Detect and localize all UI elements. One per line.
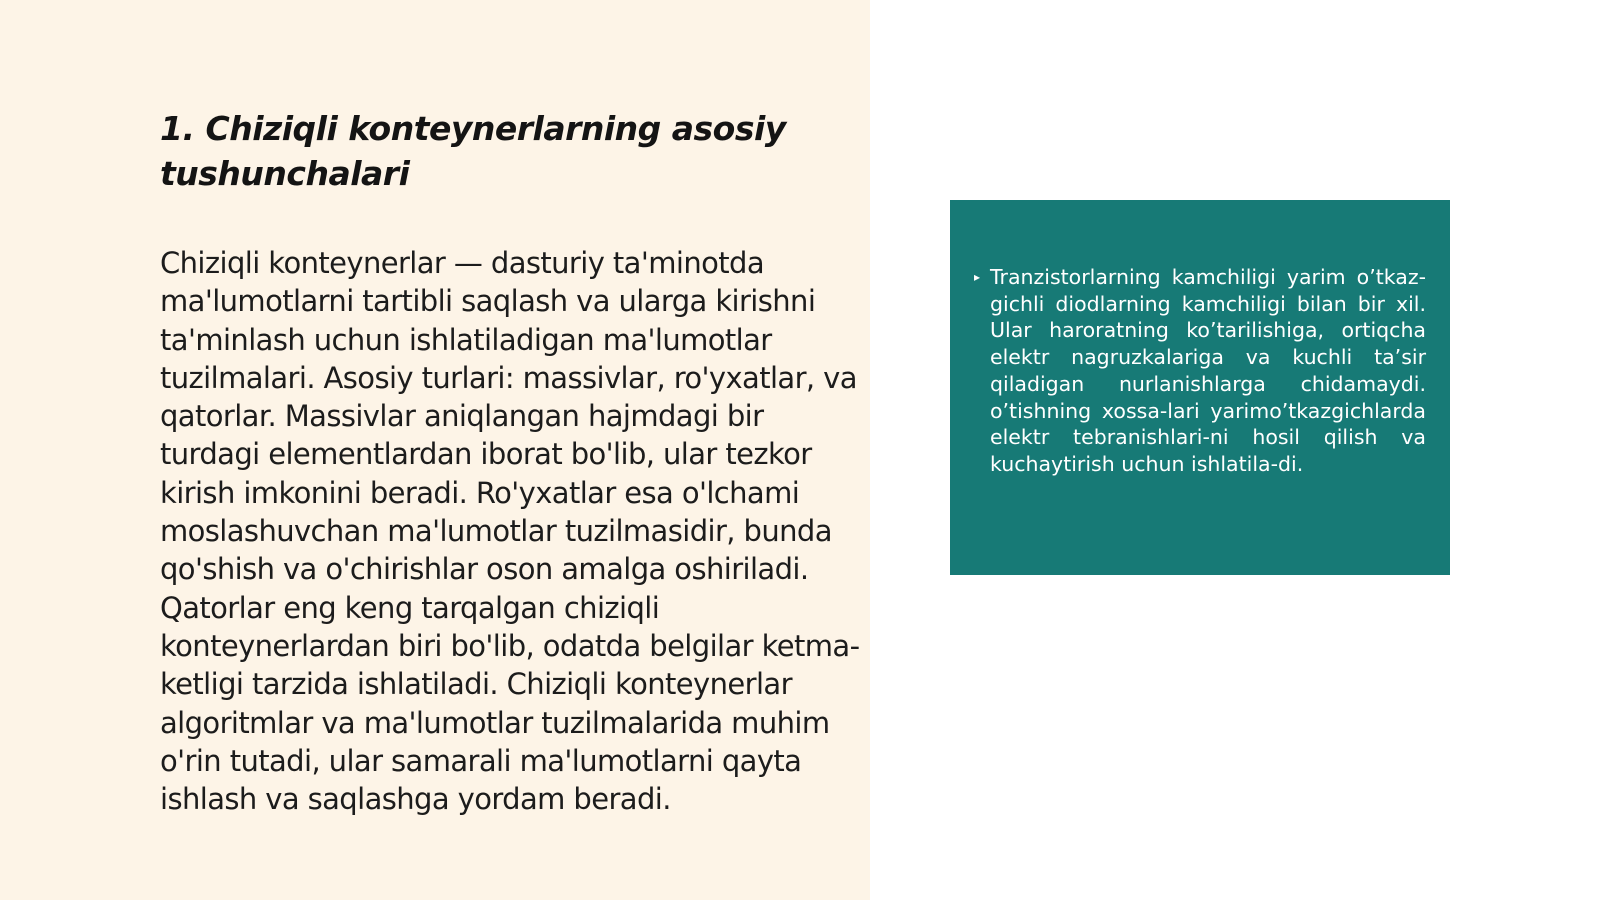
bullet-item	[974, 264, 1426, 478]
bullet-text: Tranzistorlarning kamchiligi yarim o’tkaz-gichli diodlarning kamchiligi bilan bir xil. Ular haroratning ko’tarilishiga, ortiqcha elektr nagruzkalariga va kuchli ta’sir qiladigan nurlanishlarga chidamaydi. o’tishning xossa-lari yarimo’tkazgichlarda elektr tebranishlari-ni hosil qilish va kuchaytirish uchun ishlatila-di.	[990, 265, 1426, 476]
triangle-right-icon: ▸	[974, 270, 981, 284]
slide-title: 1. Chiziqli konteynerlarning asosiy tushunchalari	[160, 109, 786, 193]
slide-body-text: Chiziqli konteynerlar — dasturiy ta'minotda ma'lumotlarni tartibli saqlash va ularga kirishni ta'minlash uchun ishlatiladigan ma'lumotlar tuzilmalari. Asosiy turlari: massivlar, ro'yxatlar, va qatorlar. Massivlar aniqlangan hajmdagi bir turdagi elementlardan iborat bo'lib, ular tezkor kirish imkonini beradi. Ro'yxatlar esa o'lchami moslashuvchan ma'lumotlar tuzilmasidir, bunda qo'shish va o'chirishlar oson amalga oshiriladi. Qatorlar eng keng tarqalgan chiziqli konteynerlardan biri bo'lib, odatda belgilar ketma-ketligi tarzida ishlatiladi. Chiziqli konteynerlar algoritmlar va ma'lumotlar tuzilmalarida muhim o'rin tutadi, ular samarali ma'lumotlarni qayta ishlash va saqlashga yordam beradi.	[160, 246, 860, 817]
teal-image-box	[950, 200, 1450, 575]
